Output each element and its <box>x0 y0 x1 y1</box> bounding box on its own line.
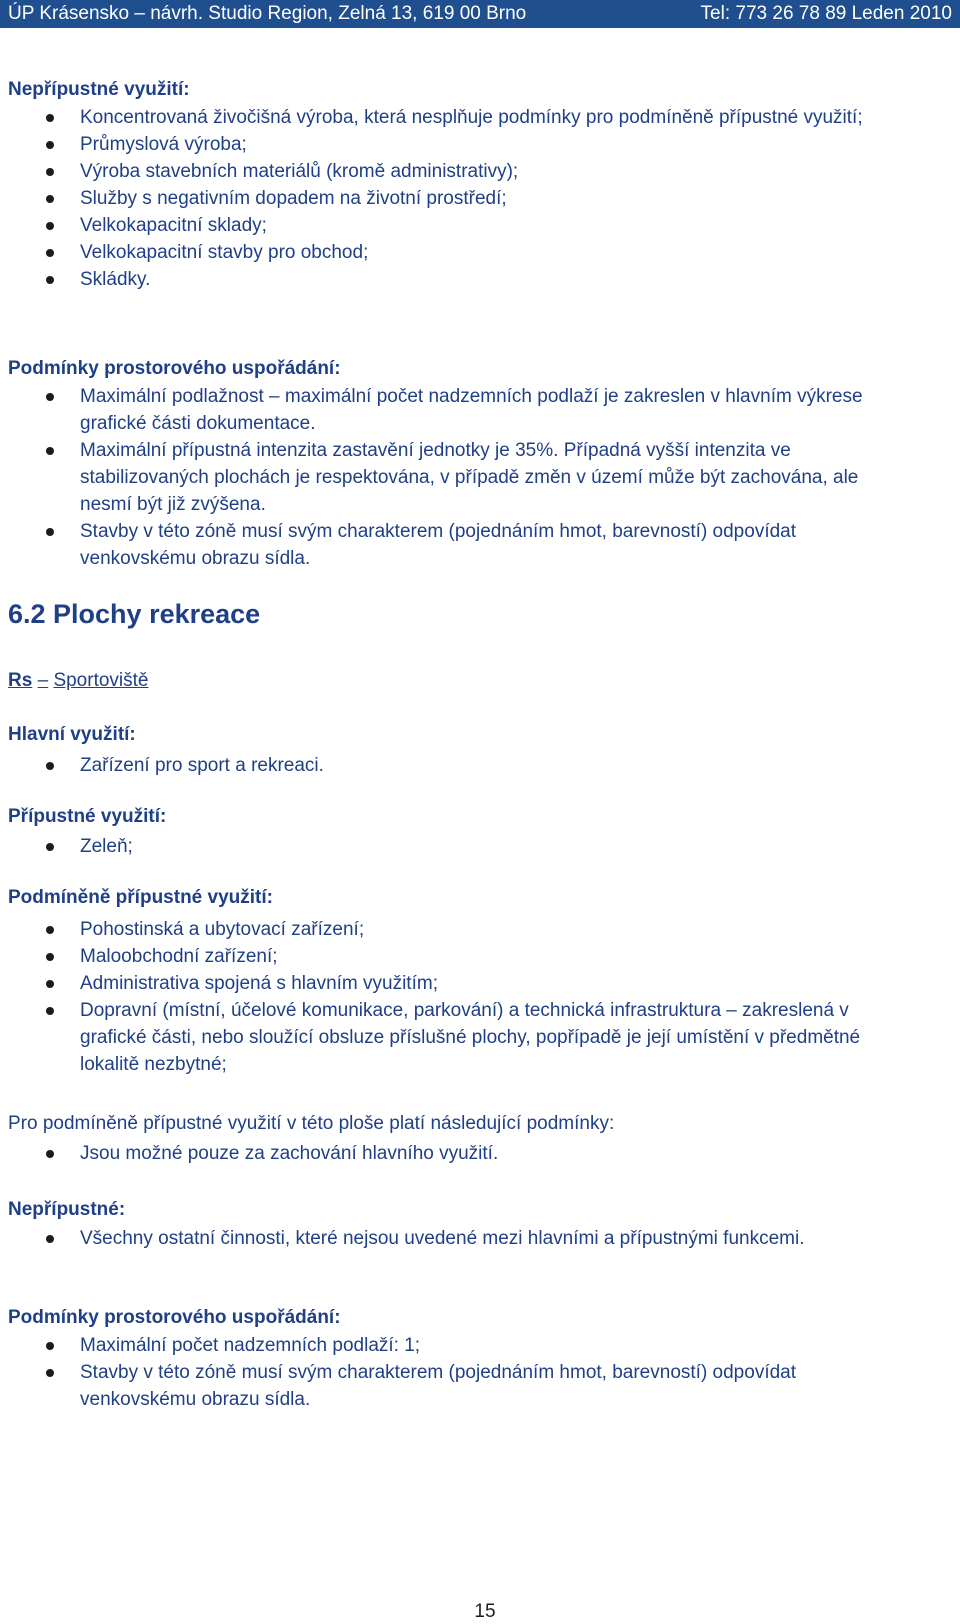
page-number: 15 <box>474 1601 496 1622</box>
list-item: Maloobchodní zařízení; <box>0 943 880 970</box>
list-podminky <box>0 1140 960 1167</box>
list-item: Administrativa spojená s hlavním využitím; <box>0 970 880 997</box>
list-item: Pohostinská a ubytovací zařízení; <box>0 916 880 943</box>
section-title: 6.2 Plochy rekreace <box>8 599 261 629</box>
list-item: Koncentrovaná živočišná výroba, která nesplňuje podmínky pro podmíněně přípustné využití; <box>0 104 880 131</box>
list-podm1 <box>0 383 960 572</box>
document-header <box>0 0 960 28</box>
list-item <box>0 437 880 518</box>
heading-podminene: Podmíněně přípustné využití: <box>8 887 273 908</box>
zone-label <box>8 667 148 694</box>
list-item: Služby s negativním dopadem na životní prostředí; <box>0 185 880 212</box>
intensity-note: Případná vyšší intenzita ve stabilizovaných plochách je respektována, v případě změn v území může být zachována, ale nesmí být již zvýšena. <box>80 440 859 515</box>
list-item: Maximální podlažnost – maximální počet nadzemních podlaží je zakreslen v hlavním výkrese grafické části dokumentace. <box>0 383 880 437</box>
heading-neprip2: Nepřípustné: <box>8 1199 126 1220</box>
list-podminene <box>0 916 960 1078</box>
list-neprip2 <box>0 1225 960 1252</box>
list-item: Skládky. <box>0 266 880 293</box>
heading-podm2: Podmínky prostorového uspořádání: <box>8 1307 341 1328</box>
heading-hlavni: Hlavní využití: <box>8 724 136 745</box>
heading-pripustne: Přípustné využití: <box>8 806 167 827</box>
zone-code: Rs <box>8 670 33 691</box>
list-hlavni <box>0 752 960 779</box>
heading-neprip1: Nepřípustné využití: <box>8 79 190 100</box>
list-item: Maximální počet nadzemních podlaží: 1; <box>0 1332 880 1359</box>
list-item: Zařízení pro sport a rekreaci. <box>0 752 880 779</box>
podminky-text: Pro podmíněně přípustné využití v této ploše platí následující podmínky: <box>8 1113 615 1134</box>
zone-dash: – <box>37 670 49 691</box>
list-item: Průmyslová výroba; <box>0 131 880 158</box>
list-item: Stavby v této zóně musí svým charakterem (pojednáním hmot, barevností) odpovídat venkovskému obrazu sídla. <box>0 518 880 572</box>
list-item: Výroba stavebních materiálů (kromě administrativy); <box>0 158 880 185</box>
list-item: Zeleň; <box>0 833 880 860</box>
list-item: Velkokapacitní sklady; <box>0 212 880 239</box>
list-podm2 <box>0 1332 960 1413</box>
list-item: Stavby v této zóně musí svým charakterem (pojednáním hmot, barevností) odpovídat venkovskému obrazu sídla. <box>0 1359 880 1413</box>
heading-podm1: Podmínky prostorového uspořádání: <box>8 358 341 379</box>
list-item: Všechny ostatní činnosti, které nejsou uvedené mezi hlavními a přípustnými funkcemi. <box>0 1225 880 1252</box>
header-right: Tel: 773 26 78 89 Leden 2010 <box>700 3 952 24</box>
header-left: ÚP Krásensko – návrh. Studio Region, Zelná 13, 619 00 Brno <box>8 3 527 24</box>
list-item: Jsou možné pouze za zachování hlavního využití. <box>0 1140 880 1167</box>
list-item: Dopravní (místní, účelové komunikace, parkování) a technická infrastruktura – zakreslená v grafické části, nebo sloužící obsluze příslušné plochy, popřípadě je její umístění v předmětné lokalitě nezbytné; <box>0 997 880 1078</box>
zone-name: Sportoviště <box>53 670 149 691</box>
list-neprip1 <box>0 104 960 293</box>
intensity-text: Maximální přípustná intenzita zastavění jednotky je 35%. <box>80 440 559 461</box>
list-item: Velkokapacitní stavby pro obchod; <box>0 239 880 266</box>
list-pripustne <box>0 833 960 860</box>
